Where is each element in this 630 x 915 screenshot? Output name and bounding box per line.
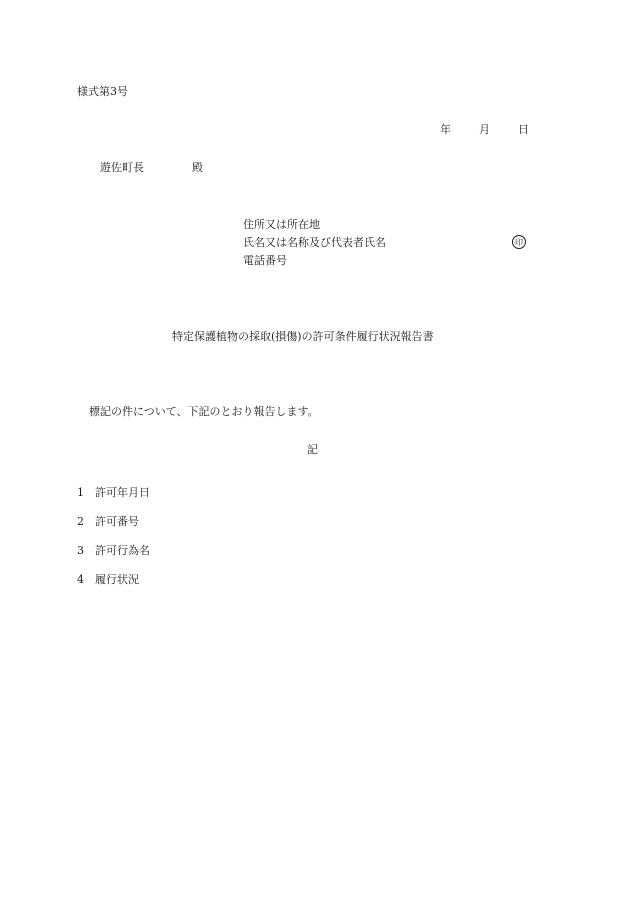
date-year-label: 年 — [440, 123, 451, 136]
recipient-honorific: 殿 — [192, 161, 203, 174]
item-number: 2 — [77, 515, 84, 528]
list-item — [77, 486, 150, 515]
list-item — [77, 573, 150, 602]
seal-icon: 印 — [512, 235, 526, 249]
applicant-name-row — [243, 234, 533, 252]
item-list — [77, 486, 150, 602]
item-label: 履行状況 — [95, 573, 139, 586]
item-number: 1 — [77, 486, 84, 499]
item-number: 3 — [77, 544, 84, 557]
recipient-name: 遊佐町長 — [100, 161, 144, 174]
section-heading: 記 — [307, 443, 318, 456]
item-label: 許可番号 — [95, 515, 139, 528]
applicant-name-label: 氏名又は名称及び代表者氏名 — [243, 236, 386, 249]
list-item — [77, 544, 150, 573]
item-number: 4 — [77, 573, 84, 586]
recipient-line — [100, 161, 203, 175]
date-month-label: 月 — [479, 123, 490, 136]
list-item — [77, 515, 150, 544]
item-label: 許可行為名 — [95, 544, 150, 557]
form-number: 様式第3号 — [77, 85, 128, 98]
applicant-address-label: 住所又は所在地 — [243, 218, 320, 231]
date-day-label: 日 — [518, 123, 529, 136]
applicant-block — [243, 216, 533, 270]
intro-text: 標記の件について、下記のとおり報告します。 — [89, 405, 319, 418]
applicant-phone-label: 電話番号 — [243, 254, 287, 267]
item-label: 許可年月日 — [95, 486, 150, 499]
document-title: 特定保護植物の採取(損傷)の許可条件履行状況報告書 — [172, 330, 434, 343]
date-line — [440, 123, 529, 137]
